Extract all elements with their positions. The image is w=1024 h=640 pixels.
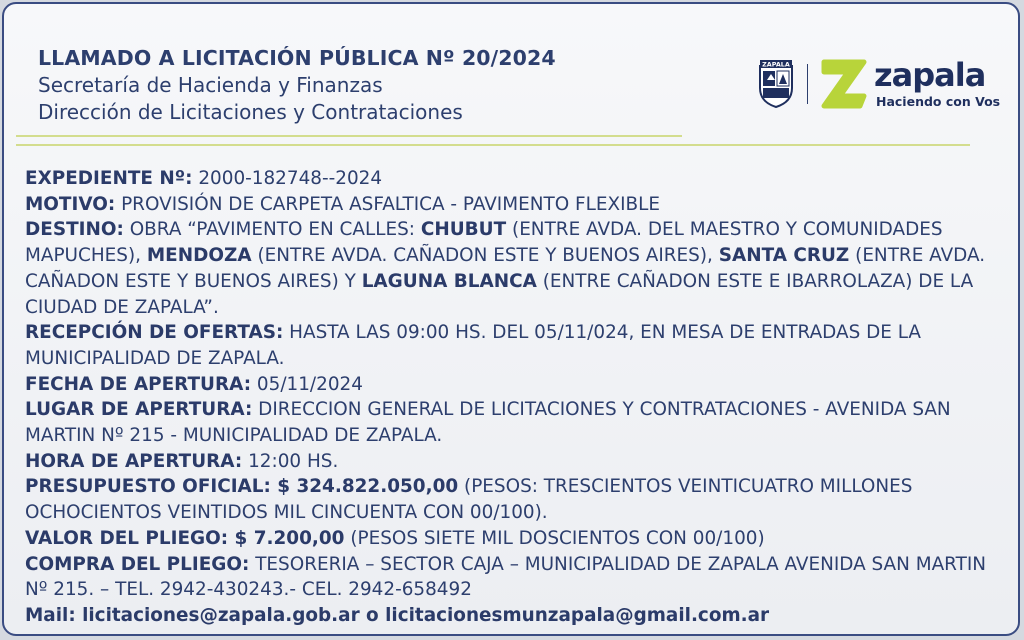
fecha-row	[25, 372, 1000, 398]
zapala-z-icon	[820, 58, 868, 110]
expediente-value: 2000-182748--2024	[198, 168, 383, 189]
destino-text-4: (ENTRE AVDA. CAÑADON ESTE Y BUENOS AIRES) Y	[25, 245, 986, 292]
destino-row	[25, 217, 1000, 320]
destino-text-5: (ENTRE CAÑADON ESTE E IBARROLAZA) DE LA CIUDAD DE ZAPALA”.	[25, 270, 974, 318]
destino-street-4: LAGUNA BLANCA	[361, 270, 537, 292]
destino-street-1: CHUBUT	[420, 219, 507, 241]
mail-text: Mail: licitaciones@zapala.gob.ar o licitacionesmunzapala@gmail.com.ar	[25, 604, 770, 626]
notice-body	[25, 166, 1000, 629]
presupuesto-label: PRESUPUESTO OFICIAL: $ 324.822.050,00	[25, 476, 459, 498]
destino-street-2: MENDOZA	[146, 245, 252, 267]
valor-row	[25, 526, 1000, 552]
destino-label: DESTINO:	[25, 219, 124, 241]
destino-text-1: OBRA “PAVIMENTO EN CALLES:	[129, 219, 415, 241]
valor-value: (PESOS SIETE MIL DOSCIENTOS CON 00/100)	[350, 527, 765, 549]
hora-row	[25, 449, 1000, 475]
destino-street-3: SANTA CRUZ	[718, 245, 850, 267]
directorate-line: Dirección de Licitaciones y Contrataciones	[38, 100, 463, 124]
lugar-value: DIRECCION GENERAL DE LICITACIONES Y CONTRATACIONES - AVENIDA SAN MARTIN Nº 215 - MUNICIPALIDAD DE ZAPALA.	[25, 399, 951, 447]
hora-value: 12:00 HS.	[248, 450, 339, 472]
lugar-row	[25, 397, 1000, 448]
recepcion-label: RECEPCIÓN DE OFERTAS:	[25, 322, 284, 344]
fecha-label: FECHA DE APERTURA:	[25, 373, 252, 395]
logo-divider	[807, 64, 808, 104]
destino-text-2: (ENTRE AVDA. DEL MAESTRO Y COMUNIDADES MAPUCHES),	[25, 219, 943, 267]
motivo-value: PROVISIÓN DE CARPETA ASFALTICA - PAVIMENTO FLEXIBLE	[121, 193, 660, 215]
expediente-label: EXPEDIENTE Nº:	[25, 168, 193, 189]
lugar-label: LUGAR DE APERTURA:	[25, 399, 253, 421]
recepcion-value: HASTA LAS 09:00 HS. DEL 05/11/024, EN MESA DE ENTRADAS DE LA MUNICIPALIDAD DE ZAPALA.	[25, 322, 921, 369]
brand-tagline: Haciendo con Vos	[876, 94, 1001, 109]
notice-header	[38, 44, 556, 126]
shield-text: ZAPALA	[762, 60, 790, 69]
presupuesto-value: (PESOS: TRESCIENTOS VEINTICUATRO MILLONES OCHOCIENTOS VEINTIDOS MIL CINCUENTA CON 00/100).	[25, 476, 913, 524]
municipal-shield-icon	[758, 58, 794, 108]
compra-label: COMPRA DEL PLIEGO:	[25, 553, 250, 575]
hora-label: HORA DE APERTURA:	[25, 450, 243, 472]
recepcion-row	[25, 320, 1000, 371]
notice-card	[2, 2, 1020, 636]
header-rule-short	[16, 135, 682, 137]
logo-area	[756, 56, 1001, 116]
department-line: Secretaría de Hacienda y Finanzas	[38, 73, 383, 97]
fecha-value: 05/11/2024	[256, 373, 363, 395]
valor-label: VALOR DEL PLIEGO: $ 7.200,00	[25, 527, 345, 549]
compra-row	[25, 552, 1000, 603]
mail-row	[25, 603, 1000, 629]
expediente-row	[25, 166, 1000, 192]
compra-value: TESORERIA – SECTOR CAJA – MUNICIPALIDAD DE ZAPALA AVENIDA SAN MARTIN Nº 215. – TEL. 2942-430243.- CEL. 2942-658492	[25, 553, 987, 601]
brand-name: zapala	[874, 56, 986, 94]
notice-title: LLAMADO A LICITACIÓN PÚBLICA Nº 20/2024	[38, 46, 556, 70]
motivo-row	[25, 192, 1000, 218]
motivo-label: MOTIVO:	[25, 193, 116, 215]
header-rule-long	[16, 144, 970, 146]
destino-text-3: (ENTRE AVDA. CAÑADON ESTE Y BUENOS AIRES),	[257, 245, 713, 267]
presupuesto-row	[25, 474, 1000, 525]
